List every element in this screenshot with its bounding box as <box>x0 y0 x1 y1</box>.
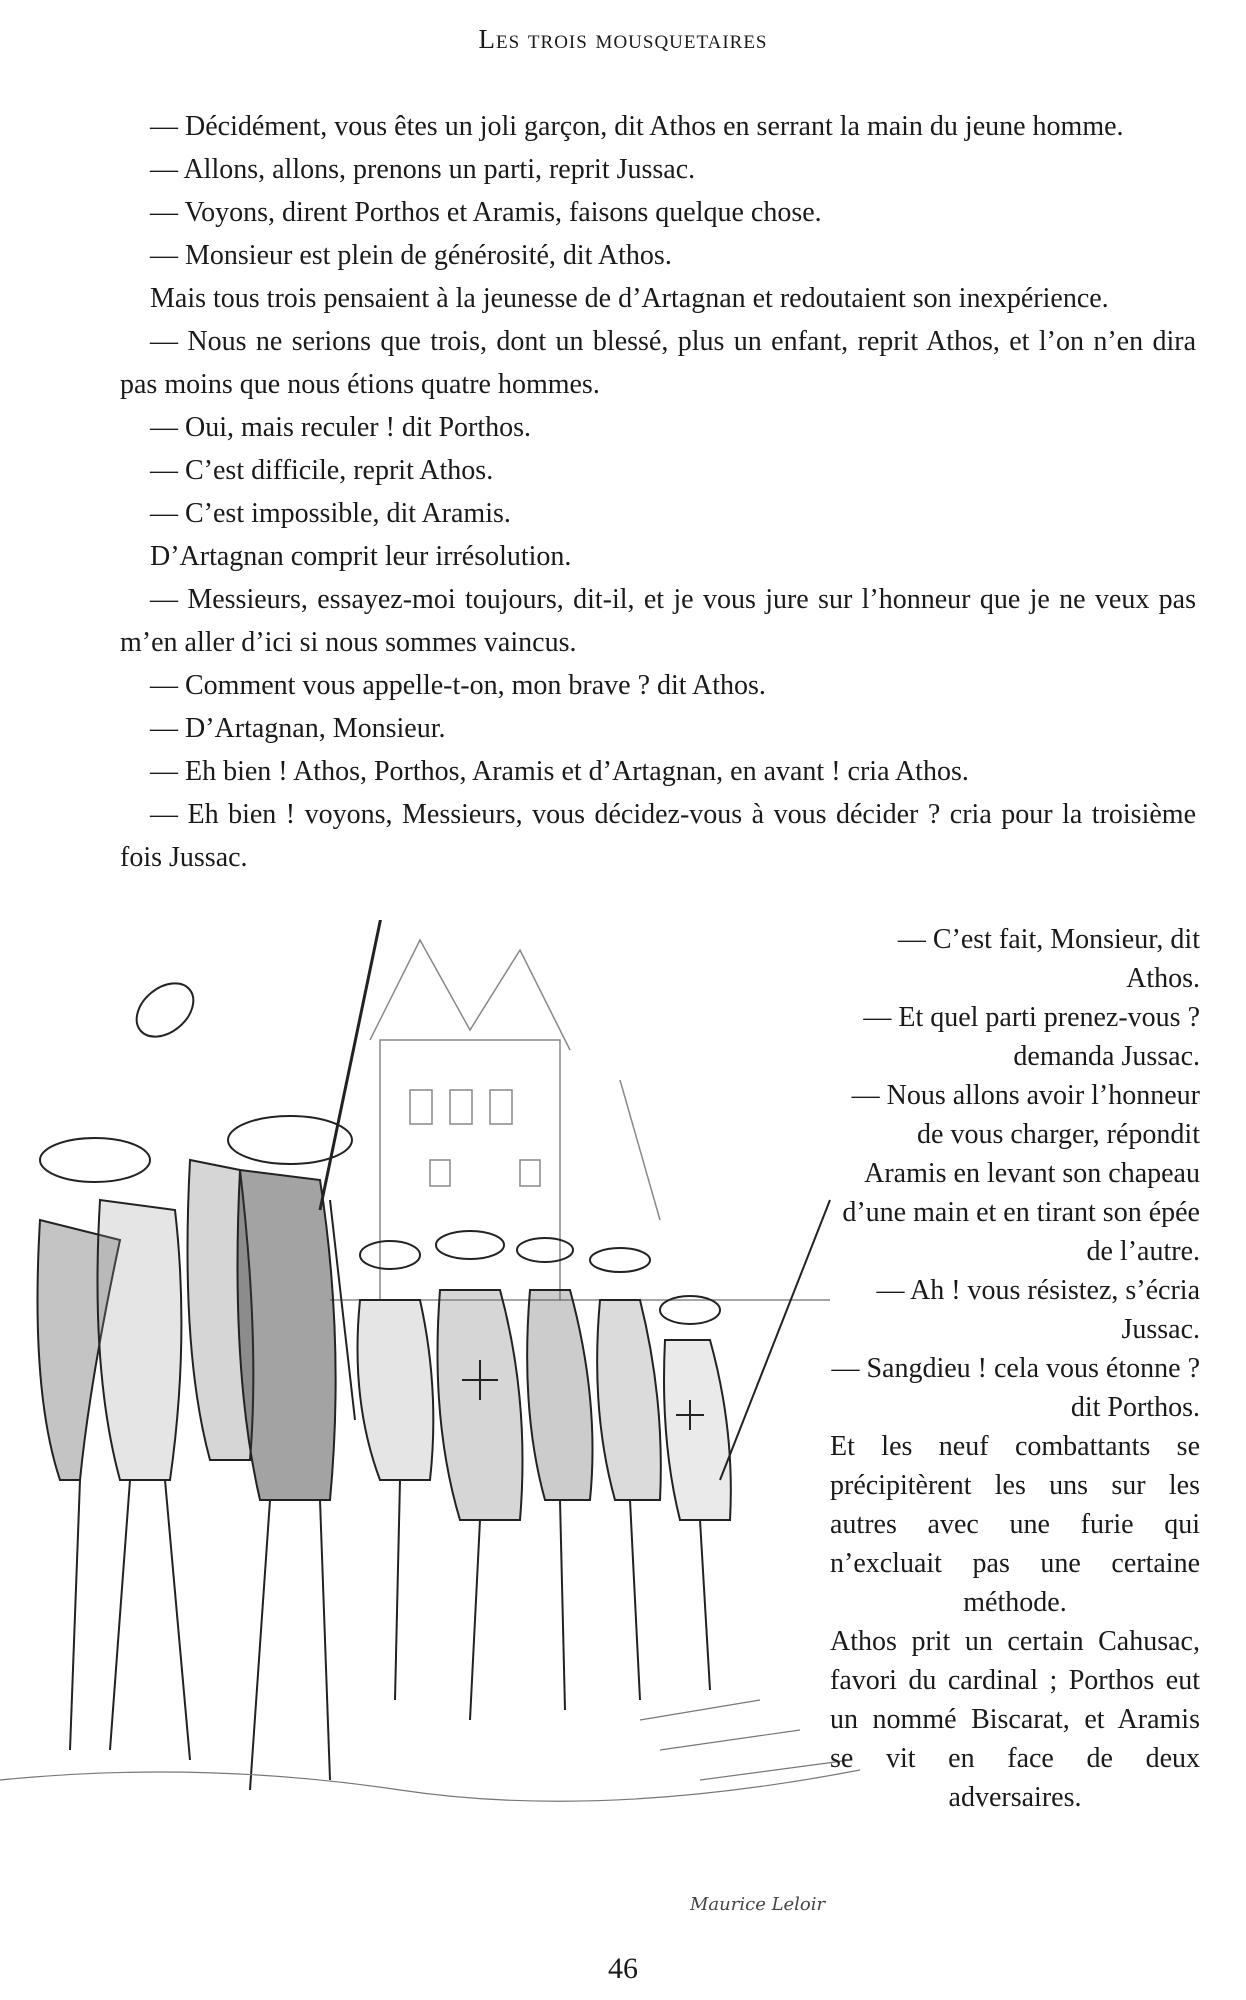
paragraph: — Comment vous appelle-t-on, mon brave ? dit Athos. <box>150 670 766 701</box>
paragraph: — Sangdieu ! cela vous étonne ? dit Porthos. <box>831 1353 1200 1423</box>
paragraph: — Et quel parti prenez-vous ? demanda Jussac. <box>863 1002 1200 1072</box>
paragraph: — Nous ne serions que trois, dont un blessé, plus un enfant, reprit Athos, et l’on n’en dira pas moins que nous étions quatre hommes. <box>120 326 1196 400</box>
illustrator-signature: Maurice Leloir <box>690 1894 826 1915</box>
paragraph: — Monsieur est plein de générosité, dit Athos. <box>150 240 672 271</box>
paragraph: Athos prit un certain Cahusac, favori du cardinal ; Porthos eut un nommé Biscarat, et Aramis se vit en face de deux adversaires. <box>830 1626 1200 1813</box>
paragraph: — Voyons, dirent Porthos et Aramis, faisons quelque chose. <box>150 197 822 228</box>
paragraph: — Eh bien ! voyons, Messieurs, vous décidez-vous à vous décider ? cria pour la troisième fois Jussac. <box>120 799 1196 873</box>
ground-drawing <box>0 1700 860 1801</box>
paragraph: — Oui, mais reculer ! dit Porthos. <box>150 412 532 443</box>
paragraph: — Nous allons avoir l’honneur de vous charger, répondit Aramis en levant son chapeau d’une main et en tirant son épée de l’autre. <box>842 1080 1200 1267</box>
guards-group-drawing <box>358 1200 831 1720</box>
paragraph: — D’Artagnan, Monsieur. <box>150 713 446 744</box>
main-text-block <box>120 105 1196 879</box>
musketeers-group-drawing <box>38 973 356 1790</box>
paragraph: — Messieurs, essayez-moi toujours, dit-il, et je vous jure sur l’honneur que je ne veux pas m’en aller d’ici si nous sommes vaincus. <box>120 584 1196 658</box>
paragraph: — Ah ! vous résistez, s’écria Jussac. <box>876 1275 1200 1345</box>
running-title: Les trois mousquetaires <box>478 24 768 54</box>
paragraph: — C’est impossible, dit Aramis. <box>150 498 511 529</box>
musketeers-illustration <box>0 920 860 1920</box>
paragraph: D’Artagnan comprit leur irrésolution. <box>150 541 572 572</box>
page-number: 46 <box>608 1952 638 1985</box>
paragraph: — C’est difficile, reprit Athos. <box>150 455 494 486</box>
paragraph: — Eh bien ! Athos, Porthos, Aramis et d’Artagnan, en avant ! cria Athos. <box>150 756 969 787</box>
paragraph: — C’est fait, Monsieur, dit Athos. <box>897 924 1200 994</box>
buildings-drawing <box>330 940 830 1300</box>
paragraph: — Décidément, vous êtes un joli garçon, dit Athos en serrant la main du jeune homme. <box>150 111 1124 142</box>
wrapped-text-block <box>830 920 1200 1817</box>
raised-sword-drawing <box>320 920 395 1210</box>
paragraph: Et les neuf combattants se précipitèrent les uns sur les autres avec une furie qui n’excluait pas une certaine méthode. <box>830 1431 1200 1618</box>
paragraph: — Allons, allons, prenons un parti, reprit Jussac. <box>150 154 696 185</box>
paragraph: Mais tous trois pensaient à la jeunesse de d’Artagnan et redoutaient son inexpérience. <box>150 283 1109 314</box>
